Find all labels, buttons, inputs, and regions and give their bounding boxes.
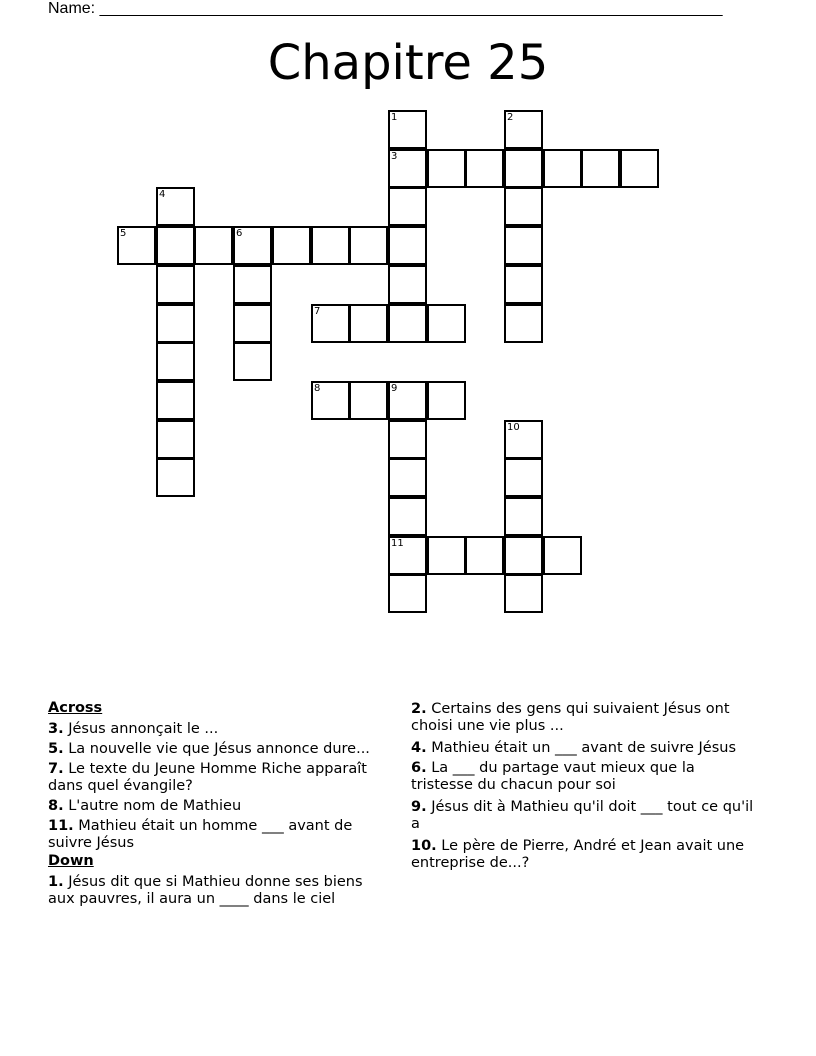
crossword-cell[interactable]: [311, 304, 350, 343]
crossword-cell[interactable]: [349, 226, 388, 265]
crossword-cell[interactable]: [543, 149, 582, 188]
crossword-cell[interactable]: [504, 458, 543, 497]
crossword-cell[interactable]: [272, 226, 311, 265]
across-clue-7: 7. Le texte du Jeune Homme Riche apparaît dans quel évangile?: [48, 761, 367, 794]
crossword-cell[interactable]: [388, 420, 427, 459]
down-clue-6: 6. La ___ du partage vaut mieux que la tristesse du chacun pour soi: [411, 760, 695, 793]
clue-number: 8: [314, 383, 321, 394]
crossword-cell[interactable]: [194, 226, 233, 265]
crossword-cell[interactable]: [427, 304, 466, 343]
down-heading: Down: [48, 853, 94, 869]
crossword-cell[interactable]: [543, 536, 582, 575]
crossword-cell[interactable]: [388, 574, 427, 613]
crossword-cell[interactable]: [233, 342, 272, 381]
crossword-cell[interactable]: [156, 381, 195, 420]
crossword-cell[interactable]: [156, 304, 195, 343]
crossword-cell[interactable]: [504, 574, 543, 613]
crossword-cell[interactable]: [504, 265, 543, 304]
clue-number: 9: [391, 383, 398, 394]
crossword-cell[interactable]: [620, 149, 659, 188]
crossword-cell[interactable]: [427, 536, 466, 575]
clue-number: 6: [236, 228, 243, 239]
crossword-cell[interactable]: [233, 304, 272, 343]
clue-number: 3: [391, 151, 398, 162]
crossword-cell[interactable]: [156, 342, 195, 381]
crossword-cell[interactable]: [504, 187, 543, 226]
crossword-cell[interactable]: [388, 536, 427, 575]
across-clue-5: 5. La nouvelle vie que Jésus annonce dure...: [48, 741, 370, 757]
crossword-cell[interactable]: [156, 187, 195, 226]
crossword-cell[interactable]: [427, 149, 466, 188]
crossword-cell[interactable]: [504, 304, 543, 343]
across-clue-3: 3. Jésus annonçait le ...: [48, 721, 219, 737]
crossword-cell[interactable]: [156, 226, 195, 265]
clue-number: 4: [159, 189, 166, 200]
crossword-cell[interactable]: [581, 149, 620, 188]
clue-number: 5: [120, 228, 127, 239]
crossword-cell[interactable]: [349, 304, 388, 343]
crossword-cell[interactable]: [156, 420, 195, 459]
crossword-cell[interactable]: [504, 149, 543, 188]
crossword-cell[interactable]: [156, 458, 195, 497]
down-clue-4: 4. Mathieu était un ___ avant de suivre Jésus: [411, 740, 736, 756]
across-heading: Across: [48, 700, 103, 716]
clues-right-column: [411, 701, 756, 875]
clues-left-column: [48, 700, 388, 911]
crossword-cell[interactable]: [504, 110, 543, 149]
clue-number: 11: [391, 538, 404, 549]
crossword-cell[interactable]: [156, 265, 195, 304]
clue-number: 2: [507, 112, 514, 123]
crossword-cell[interactable]: [388, 226, 427, 265]
clue-number: 1: [391, 112, 398, 123]
down-clue-2: 2. Certains des gens qui suivaient Jésus ont choisi une vie plus ...: [411, 701, 730, 734]
crossword-cell[interactable]: [349, 381, 388, 420]
crossword-cell[interactable]: [311, 226, 350, 265]
crossword-cell[interactable]: [504, 226, 543, 265]
crossword-cell[interactable]: [504, 536, 543, 575]
crossword-cell[interactable]: [427, 381, 466, 420]
down-clue-10: 10. Le père de Pierre, André et Jean avait une entreprise de...?: [411, 838, 745, 871]
across-clue-8: 8. L'autre nom de Mathieu: [48, 798, 242, 814]
clue-number: 10: [507, 422, 520, 433]
crossword-cell[interactable]: [117, 226, 156, 265]
crossword-cell[interactable]: [388, 497, 427, 536]
clue-number: 7: [314, 306, 321, 317]
crossword-cell[interactable]: [504, 497, 543, 536]
crossword-cell[interactable]: [465, 149, 504, 188]
crossword-cell[interactable]: [388, 149, 427, 188]
down-clue-9: 9. Jésus dit à Mathieu qu'il doit ___ tout ce qu'il a: [411, 799, 754, 832]
crossword-cell[interactable]: [388, 304, 427, 343]
name-line: Name: ______________________________________________________________________: [48, 0, 723, 17]
across-clue-11: 11. Mathieu était un homme ___ avant de suivre Jésus: [48, 818, 353, 851]
crossword-cell[interactable]: [233, 226, 272, 265]
crossword-cell[interactable]: [233, 265, 272, 304]
crossword-cell[interactable]: [311, 381, 350, 420]
down-clue-1: 1. Jésus dit que si Mathieu donne ses biens aux pauvres, il aura un ____ dans le ciel: [48, 874, 363, 907]
crossword-cell[interactable]: [388, 110, 427, 149]
crossword-cell[interactable]: [388, 381, 427, 420]
crossword-cell[interactable]: [388, 187, 427, 226]
page-title: Chapitre 25: [267, 35, 549, 91]
crossword-cell[interactable]: [388, 458, 427, 497]
crossword-cell[interactable]: [388, 265, 427, 304]
crossword-cell[interactable]: [504, 420, 543, 459]
crossword-cell[interactable]: [465, 536, 504, 575]
